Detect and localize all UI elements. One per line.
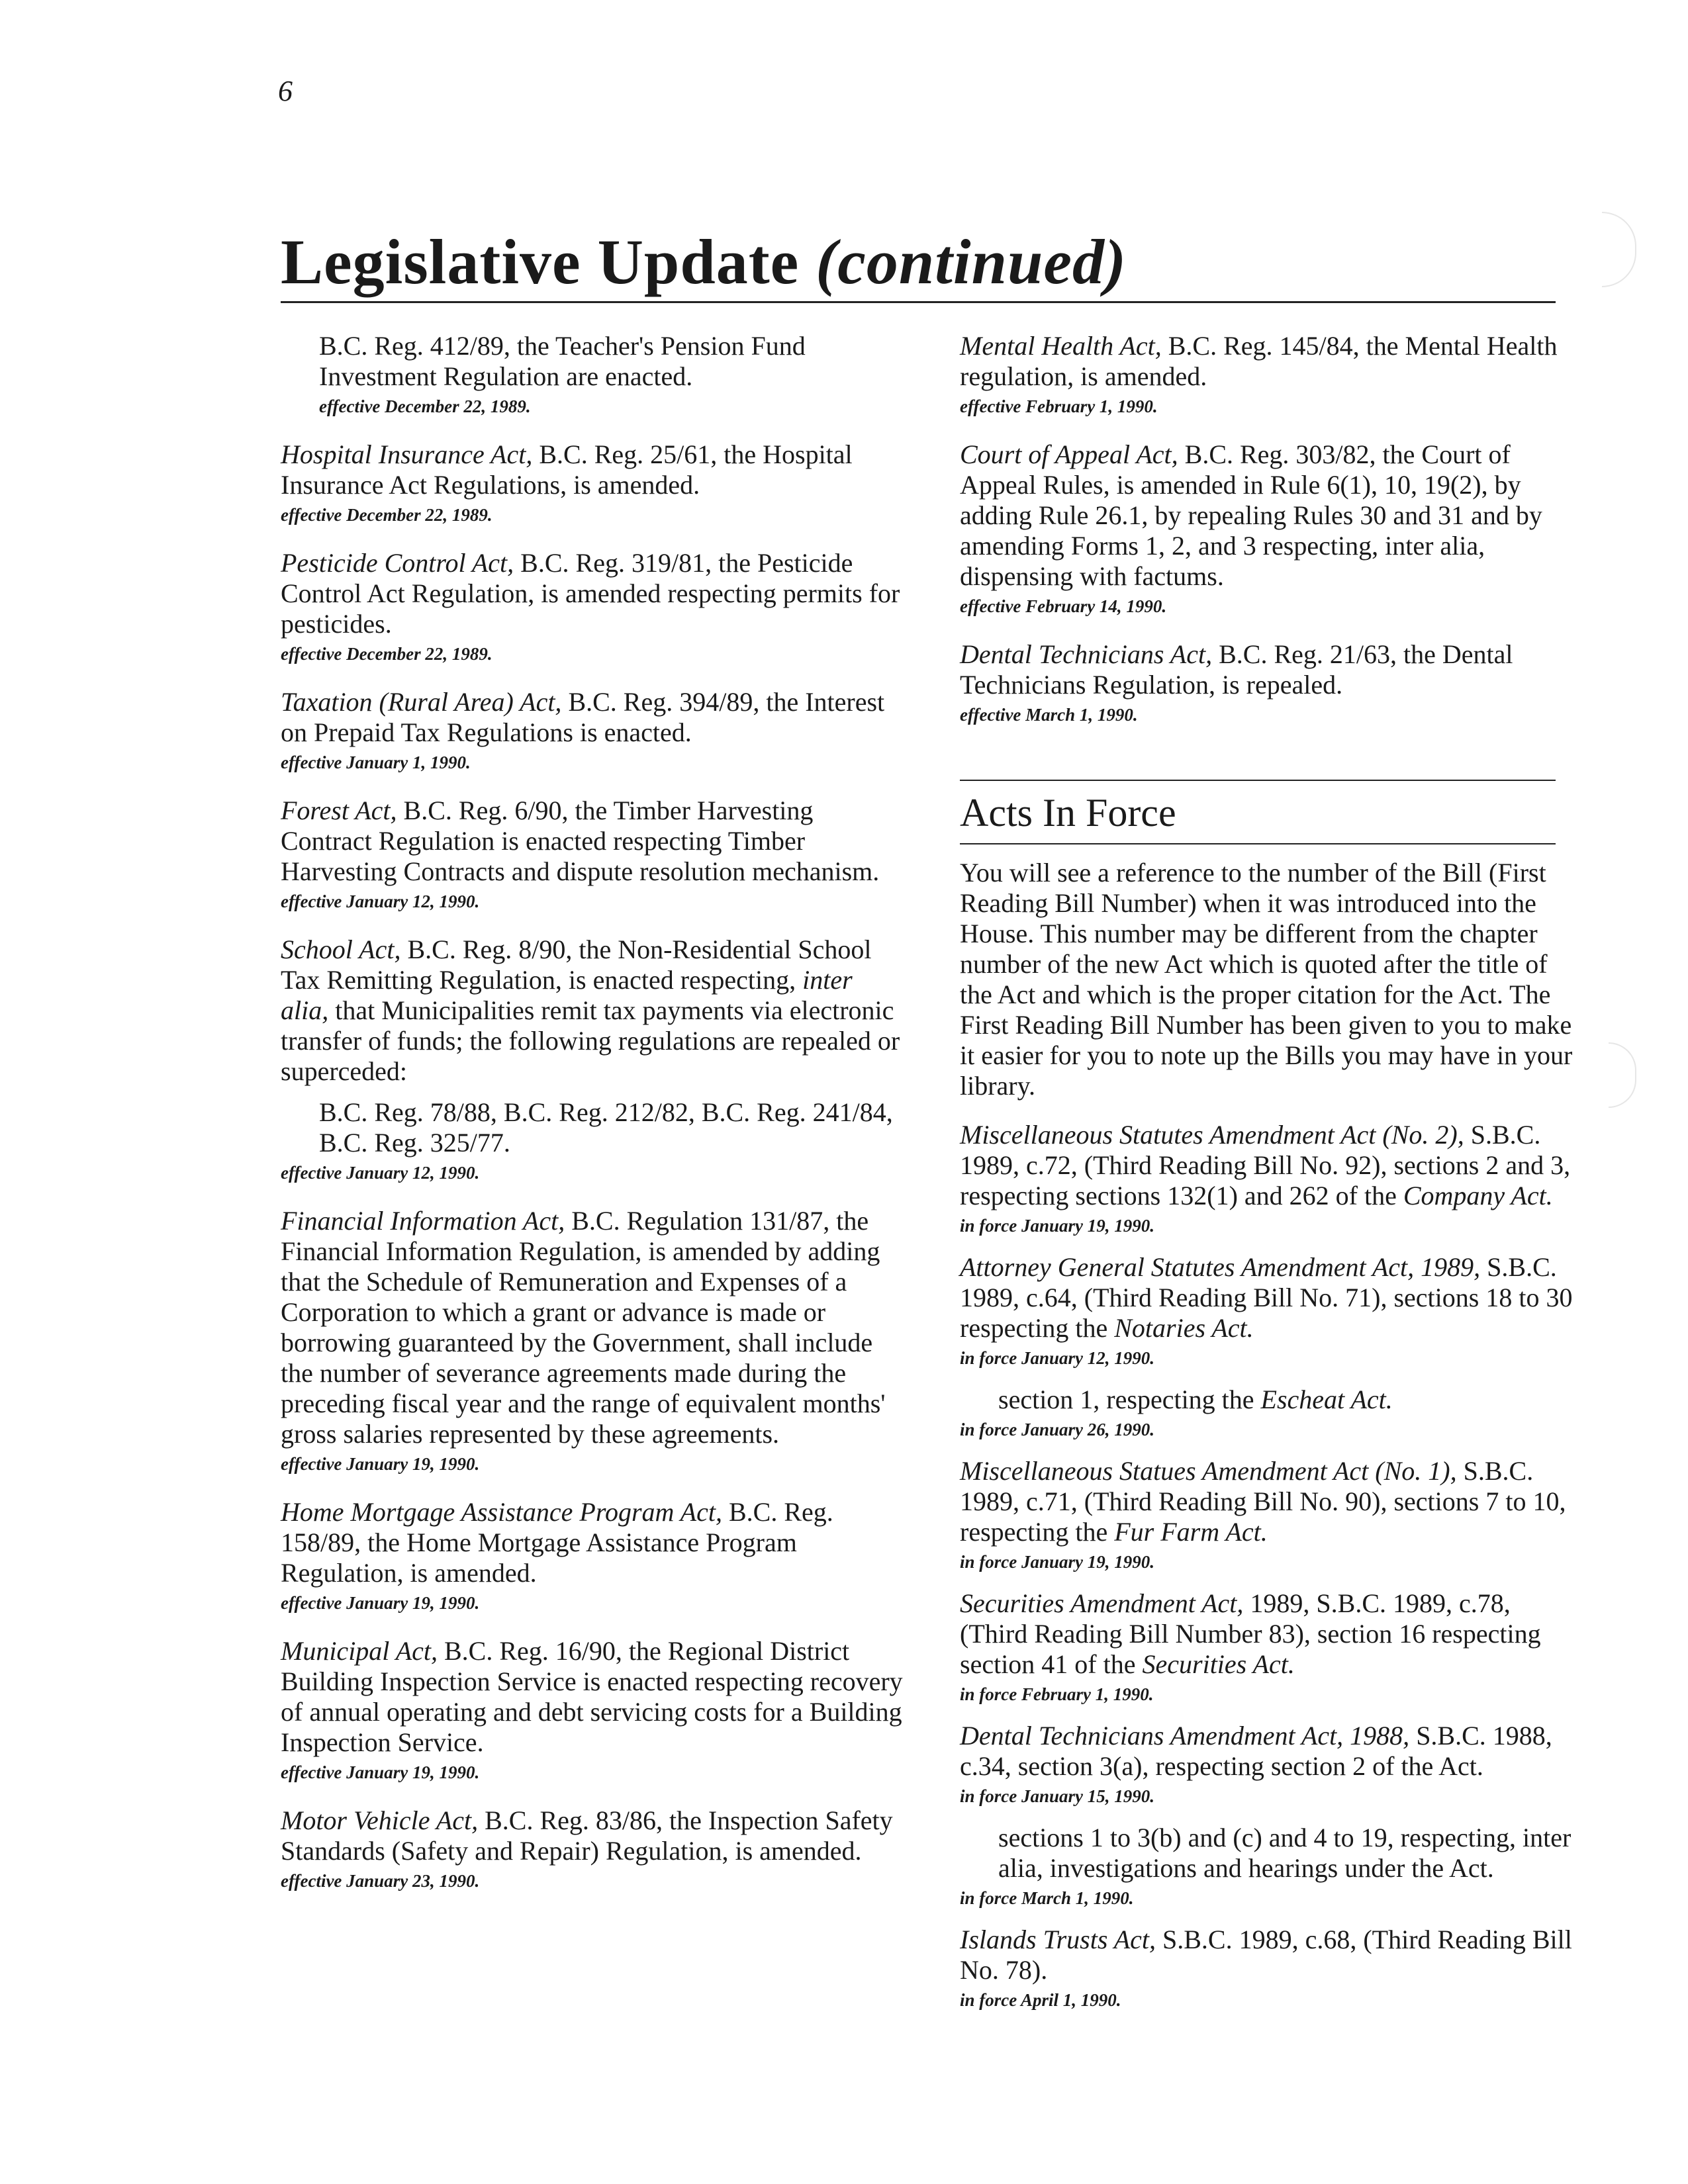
act-name: Miscellaneous Statues Amendment Act (No. 1),	[960, 1456, 1457, 1486]
effective-date: effective January 19, 1990.	[281, 1454, 480, 1474]
act-name: Financial Information Act,	[281, 1206, 565, 1236]
entry-text	[960, 1120, 1582, 1211]
act-name: Home Mortgage Assistance Program Act,	[281, 1497, 722, 1527]
act-name: Forest Act,	[281, 796, 397, 825]
act-entry	[960, 1925, 1582, 2012]
page-title-suffix: (continued)	[816, 226, 1127, 297]
scan-hole-mark	[1602, 212, 1636, 287]
regulation-entry	[281, 934, 903, 1087]
regulation-entry	[960, 439, 1582, 618]
entry-body: B.C. Reg. 394/89, the Interest on Prepaid Tax Regulations is enacted.	[281, 687, 885, 747]
entry-body: B.C. Reg. 16/90, the Regional District Building Inspection Service is enacted respecting recovery of annual operating and debt servicing costs for a Building Inspection Service.	[281, 1636, 903, 1757]
entry-text	[960, 1721, 1582, 1782]
entry-body: sections 1 to 3(b) and (c) and 4 to 19, respecting, inter alia, investigations and hearings under the Act.	[998, 1823, 1571, 1883]
act-reference: Company Act.	[1403, 1181, 1553, 1210]
entry-text	[960, 331, 1582, 392]
in-force-date: in force January 19, 1990.	[960, 1216, 1155, 1236]
act-entry	[960, 1252, 1582, 1370]
act-name: School Act,	[281, 934, 401, 964]
entry-body: S.B.C. 1988, c.34, section 3(a), respecting section 2 of the Act.	[960, 1721, 1552, 1781]
regulation-entry	[960, 331, 1582, 418]
page-title-main: Legislative Update	[281, 226, 800, 297]
act-name: Attorney General Statutes Amendment Act, 1989,	[960, 1252, 1481, 1282]
entry-body: S.B.C. 1989, c.68, (Third Reading Bill No. 78).	[960, 1925, 1572, 1985]
regulation-entry	[281, 331, 903, 418]
regulation-entry	[281, 1497, 903, 1615]
section-intro: You will see a reference to the number of the Bill (First Reading Bill Number) when it was introduced into the House. This number may be different from the chapter number of the new Act which is quoted after the title of the Act and which is the proper citation for the Act. The First Reading Bill Number has been given to you to make it easier for you to note up the Bills you may have in your library.	[960, 858, 1573, 1101]
effective-date: effective February 14, 1990.	[960, 596, 1167, 616]
act-name: Hospital Insurance Act,	[281, 439, 533, 469]
regulation-entry	[281, 1636, 903, 1784]
entry-text	[960, 1456, 1582, 1547]
right-column	[960, 331, 1582, 2012]
entry-text	[281, 439, 903, 500]
act-entry	[960, 1823, 1582, 1910]
in-force-date: in force January 19, 1990.	[960, 1552, 1155, 1572]
section-heading: Acts In Force	[960, 791, 1176, 835]
entry-body: that Municipalities remit tax payments via electronic transfer of funds; the following regulations are repealed or superceded:	[281, 995, 900, 1086]
regulation-entry	[281, 796, 903, 913]
entry-body: B.C. Reg. 145/84, the Mental Health regulation, is amended.	[960, 331, 1558, 391]
entry-body: S.B.C. 1989, c.71, (Third Reading Bill No. 90), sections 7 to 10, respecting the	[960, 1456, 1566, 1547]
entry-body: B.C. Reg. 6/90, the Timber Harvesting Contract Regulation is enacted respecting Timber Harvesting Contracts and dispute resolution mechanism.	[281, 796, 880, 886]
in-force-date: in force January 15, 1990.	[960, 1786, 1155, 1806]
act-reference: Securities Act.	[1142, 1649, 1295, 1679]
act-reference: Escheat Act.	[1260, 1385, 1393, 1414]
regulation-entry	[281, 548, 903, 666]
in-force-date: in force March 1, 1990.	[960, 1888, 1134, 1908]
effective-date: effective December 22, 1989.	[281, 505, 492, 525]
entry-text	[960, 1252, 1582, 1343]
in-force-date: in force January 26, 1990.	[960, 1420, 1155, 1439]
entry-body: S.B.C. 1989, c.64, (Third Reading Bill No. 71), sections 18 to 30 respecting the	[960, 1252, 1573, 1343]
regulation-entry	[281, 1097, 903, 1185]
page-title	[281, 225, 1127, 298]
entry-body: S.B.C. 1989, c.72, (Third Reading Bill No. 92), sections 2 and 3, respecting sections 132(1) and 262 of the	[960, 1120, 1571, 1210]
act-name: Securities Amendment Act,	[960, 1588, 1244, 1618]
entry-body: B.C. Reg. 319/81, the Pesticide Control Act Regulation, is amended respecting permits for pesticides.	[281, 548, 900, 639]
act-name: Court of Appeal Act,	[960, 439, 1178, 469]
regulation-entry	[281, 687, 903, 774]
regulation-entry	[281, 439, 903, 527]
entry-text	[960, 1588, 1582, 1680]
entry-text	[281, 796, 903, 887]
act-reference: Notaries Act.	[1114, 1313, 1254, 1343]
entry-body: B.C. Reg. 83/86, the Inspection Safety Standards (Safety and Repair) Regulation, is amended.	[281, 1805, 893, 1866]
page-number: 6	[278, 75, 293, 107]
regulation-entry	[281, 1805, 903, 1893]
act-entry	[960, 1456, 1582, 1574]
act-name: Pesticide Control Act,	[281, 548, 514, 578]
entry-text	[960, 439, 1582, 592]
entry-text	[960, 1925, 1582, 1985]
act-entry	[960, 1120, 1582, 1238]
effective-date: effective January 12, 1990.	[281, 1163, 480, 1183]
entry-body: section 1, respecting the	[998, 1385, 1261, 1414]
scan-hole-mark	[1609, 1042, 1636, 1108]
act-name: Miscellaneous Statutes Amendment Act (No. 2),	[960, 1120, 1464, 1150]
entry-text	[281, 1805, 903, 1866]
act-reference: Fur Farm Act.	[1114, 1517, 1268, 1547]
entry-body-italic: inter alia,	[281, 965, 853, 1025]
effective-date: effective January 19, 1990.	[281, 1762, 480, 1782]
entry-body: B.C. Reg. 25/61, the Hospital Insurance Act Regulations, is amended.	[281, 439, 853, 500]
entry-body: B.C. Reg. 78/88, B.C. Reg. 212/82, B.C. Reg. 241/84, B.C. Reg. 325/77.	[319, 1097, 893, 1158]
entry-text	[281, 687, 903, 748]
effective-date: effective March 1, 1990.	[960, 705, 1138, 725]
effective-date: effective January 1, 1990.	[281, 752, 471, 772]
act-name: Taxation (Rural Area) Act,	[281, 687, 562, 717]
effective-date: effective February 1, 1990.	[960, 396, 1158, 416]
entry-body: B.C. Reg. 158/89, the Home Mortgage Assistance Program Regulation, is amended.	[281, 1497, 833, 1588]
effective-date: effective January 23, 1990.	[281, 1871, 480, 1891]
entry-text	[281, 1636, 903, 1758]
in-force-date: in force February 1, 1990.	[960, 1684, 1154, 1704]
title-rule	[281, 301, 1556, 303]
entry-text	[281, 1097, 903, 1158]
act-name: Dental Technicians Act,	[960, 639, 1213, 669]
regulation-entry	[281, 1206, 903, 1476]
entry-text	[960, 1823, 1582, 1884]
entry-body: B.C. Reg. 412/89, the Teacher's Pension Fund Investment Regulation are enacted.	[319, 331, 806, 391]
entry-text	[319, 331, 903, 392]
entry-text	[281, 934, 903, 1087]
act-entry	[960, 1385, 1582, 1441]
regulation-entry	[960, 639, 1582, 727]
entry-body: B.C. Reg. 303/82, the Court of Appeal Rules, is amended in Rule 6(1), 10, 19(2), by adding Rule 26.1, by repealing Rules 30 and 31 and by amending Forms 1, 2, and 3 respecting, inter alia, dispensing with factums.	[960, 439, 1542, 591]
effective-date: effective December 22, 1989.	[281, 644, 492, 664]
act-name: Islands Trusts Act,	[960, 1925, 1156, 1954]
entry-text	[281, 1497, 903, 1588]
in-force-date: in force April 1, 1990.	[960, 1990, 1121, 2010]
entry-text	[960, 639, 1582, 700]
effective-date: effective January 12, 1990.	[281, 891, 480, 911]
acts-in-force-section	[960, 780, 1582, 2012]
entry-body: B.C. Reg. 21/63, the Dental Technicians Regulation, is repealed.	[960, 639, 1513, 700]
act-name: Municipal Act,	[281, 1636, 438, 1666]
act-name: Dental Technicians Amendment Act, 1988,	[960, 1721, 1410, 1751]
act-name: Motor Vehicle Act,	[281, 1805, 479, 1835]
entry-body: 1989, S.B.C. 1989, c.78, (Third Reading Bill Number 83), section 16 respecting section 41 of the	[960, 1588, 1541, 1679]
section-rule-bottom	[960, 843, 1556, 844]
left-column	[281, 331, 903, 1914]
entry-text	[960, 1385, 1582, 1415]
effective-date: effective December 22, 1989.	[319, 396, 531, 416]
entry-text	[281, 1206, 903, 1449]
section-rule-top	[960, 780, 1556, 781]
entry-body: B.C. Reg. 8/90, the Non-Residential School Tax Remitting Regulation, is enacted respecting,	[281, 934, 872, 995]
act-name: Mental Health Act,	[960, 331, 1162, 361]
entry-text	[281, 548, 903, 639]
effective-date: effective January 19, 1990.	[281, 1593, 480, 1613]
act-entry	[960, 1721, 1582, 1808]
entry-body: B.C. Regulation 131/87, the Financial Information Regulation, is amended by adding that the Schedule of Remuneration and Expenses of a Corporation to which a grant or advance is made or borrowing guaranteed by the Government, shall include the number of severance agreements made during the preceding fiscal year and the range of equivalent months' gross salaries represented by these agreements.	[281, 1206, 886, 1449]
act-entry	[960, 1588, 1582, 1706]
in-force-date: in force January 12, 1990.	[960, 1348, 1155, 1368]
